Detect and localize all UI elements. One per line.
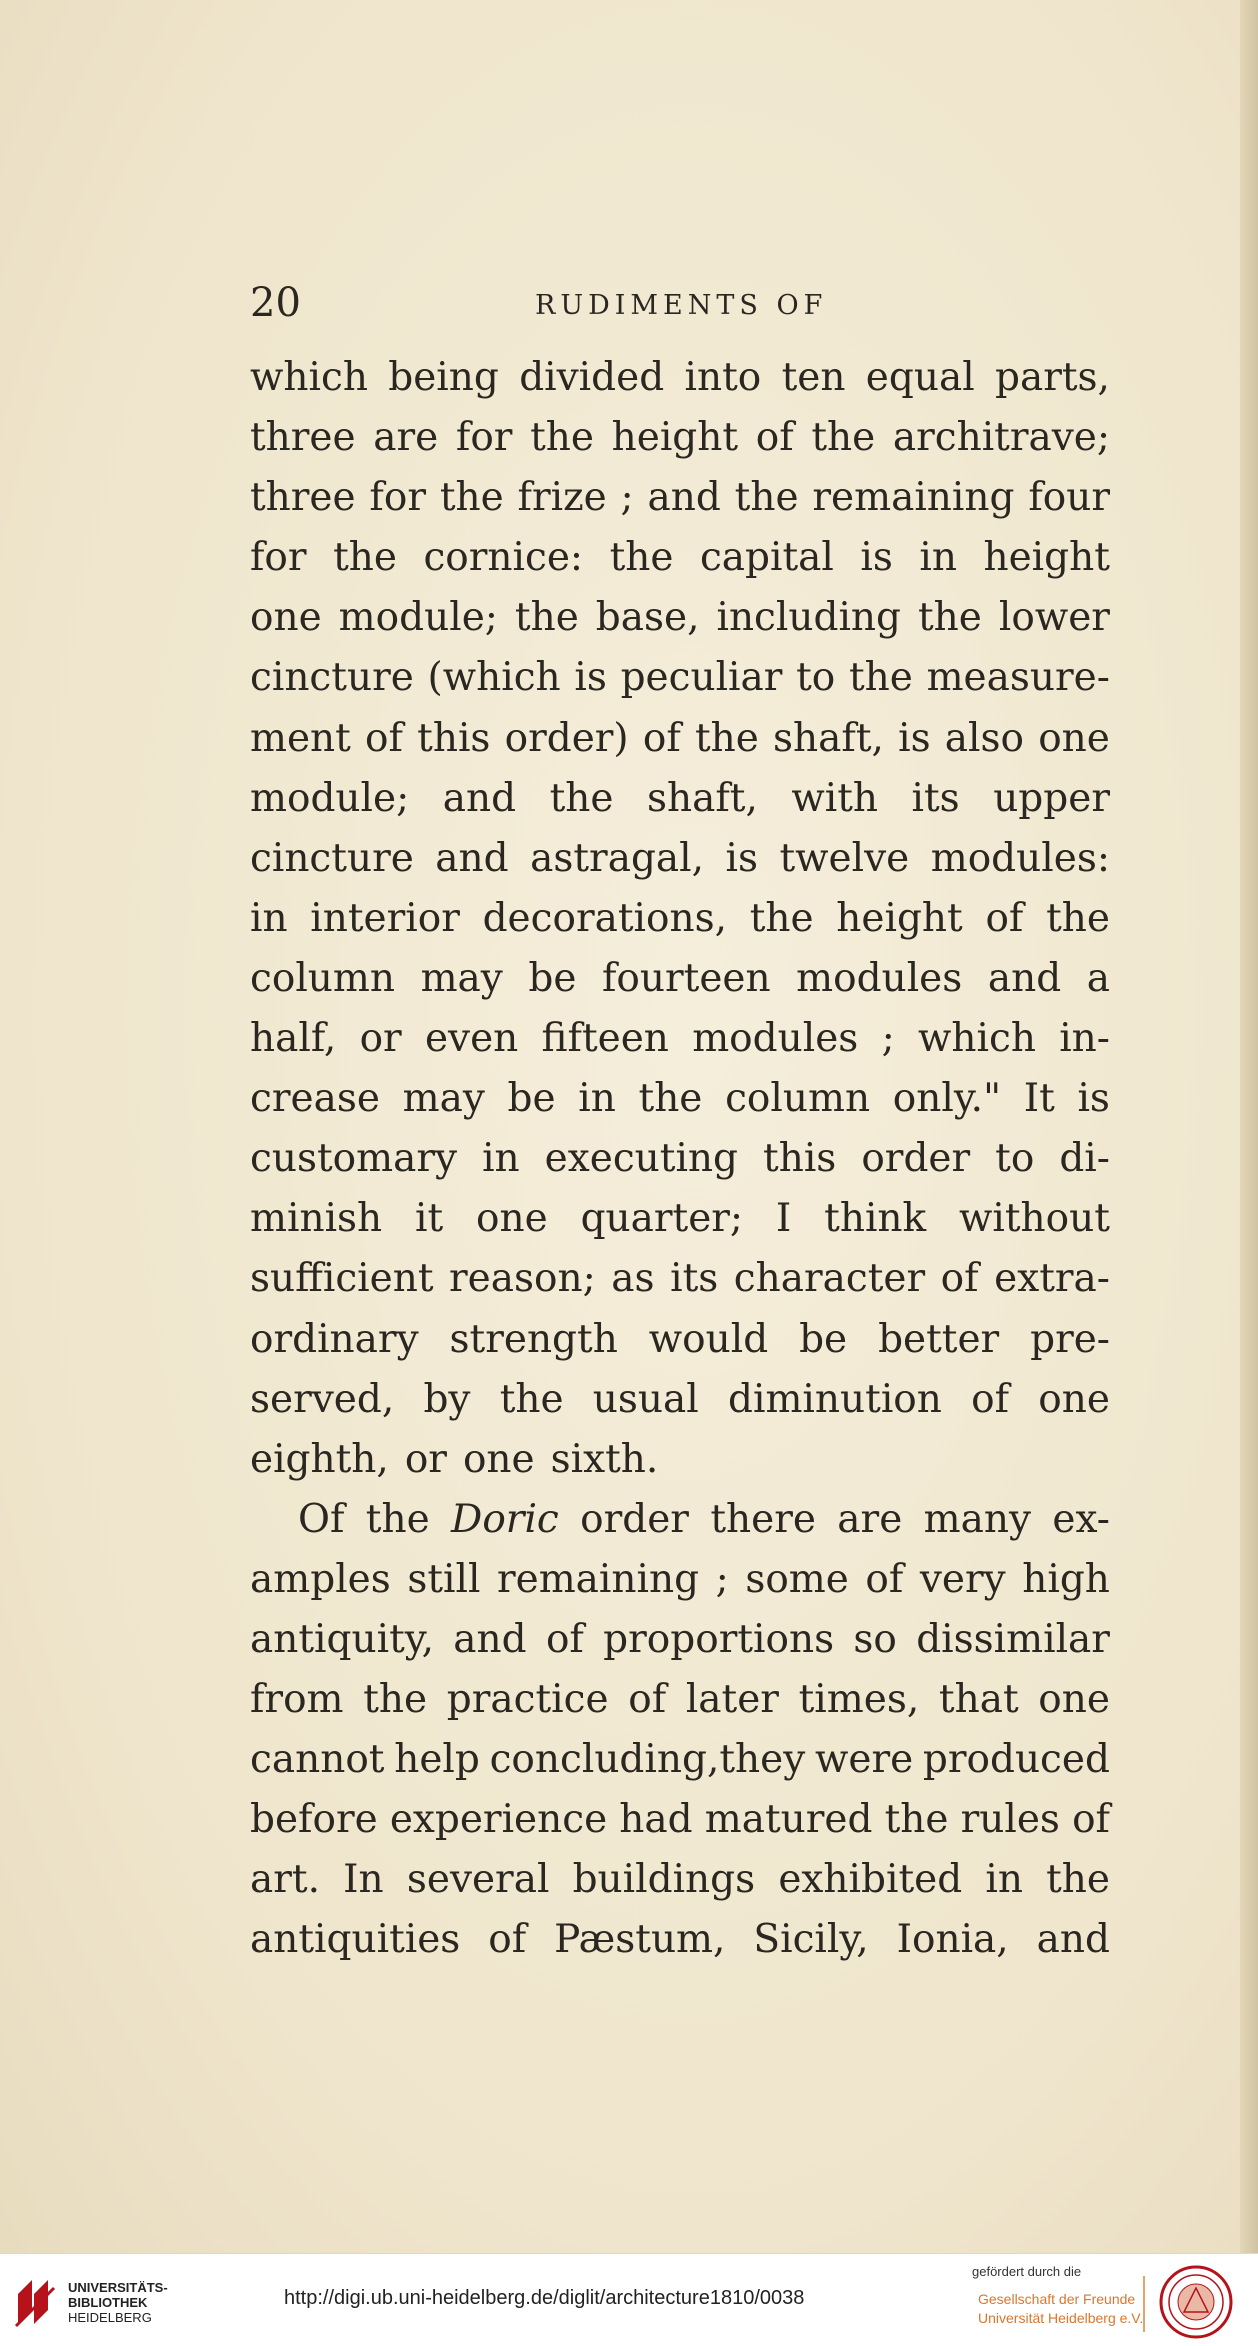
word: ; <box>715 1556 729 1602</box>
word: later <box>685 1677 779 1723</box>
word: extra- <box>994 1256 1110 1302</box>
word: sufficient <box>250 1256 434 1302</box>
word: for <box>250 535 307 581</box>
word: crease <box>250 1076 380 1122</box>
text-line <box>250 588 1110 648</box>
word: usual <box>592 1376 699 1422</box>
library-name <box>68 2280 168 2325</box>
word: three <box>250 475 356 521</box>
word: executing <box>544 1136 739 1182</box>
word: in- <box>1059 1016 1110 1062</box>
word: which <box>250 355 368 400</box>
word: be <box>528 955 577 1001</box>
word: ; <box>881 1016 895 1062</box>
university-seal-icon <box>1158 2264 1234 2340</box>
word: Of <box>298 1496 345 1542</box>
word: half, <box>250 1016 337 1062</box>
word: order) <box>504 715 629 761</box>
word: before <box>250 1797 378 1843</box>
running-head <box>250 278 1110 338</box>
word: in <box>578 1076 616 1122</box>
word: fifteen <box>541 1016 669 1062</box>
word: of <box>628 1677 667 1723</box>
word: equal <box>865 355 975 400</box>
word: which <box>918 1016 1036 1062</box>
word: astragal, <box>530 835 705 881</box>
word: some <box>745 1556 849 1602</box>
word: the <box>514 595 579 641</box>
text-line <box>250 1550 1110 1610</box>
text-line <box>250 769 1110 829</box>
text-line <box>250 1730 1110 1790</box>
word: quarter; <box>580 1196 744 1242</box>
word: height <box>836 895 963 941</box>
word: matured <box>704 1797 873 1843</box>
word: of <box>1072 1797 1110 1843</box>
word: be <box>507 1076 556 1122</box>
word: still <box>407 1556 481 1602</box>
word: ordinary <box>250 1316 419 1362</box>
word: parts, <box>995 355 1110 400</box>
word: this <box>417 715 491 761</box>
word: di- <box>1059 1136 1110 1182</box>
word: of <box>940 1256 979 1302</box>
word: ex- <box>1052 1496 1110 1542</box>
word: the <box>918 595 982 641</box>
word: I <box>775 1196 792 1242</box>
word: be <box>799 1316 848 1362</box>
word: is <box>574 655 607 701</box>
text-line <box>250 408 1110 468</box>
word: of <box>971 1376 1010 1422</box>
word: Doric <box>451 1496 559 1542</box>
word: this <box>763 1136 837 1182</box>
word: upper <box>993 775 1110 821</box>
word: decorations, <box>482 895 728 941</box>
library-name-line2: BIBLIOTHEK <box>68 2295 148 2310</box>
running-title: RUDIMENTS OF <box>535 290 828 321</box>
word: as <box>611 1256 655 1302</box>
word: very <box>919 1556 1006 1602</box>
word: it <box>415 1196 444 1242</box>
word: better <box>878 1316 1000 1362</box>
word: one <box>462 1436 535 1482</box>
word: height <box>983 535 1110 581</box>
word: only." <box>892 1076 1002 1122</box>
word: practice <box>446 1677 609 1723</box>
word: ; <box>620 475 634 521</box>
word: of <box>985 895 1024 941</box>
word: think <box>824 1196 927 1242</box>
word: are <box>837 1496 903 1542</box>
word: ment <box>250 715 351 761</box>
word: even <box>424 1016 519 1062</box>
word: amples <box>250 1556 391 1602</box>
text-line <box>250 1850 1110 1910</box>
page-number: 20 <box>250 280 301 326</box>
word: cornice: <box>423 535 584 581</box>
word: one <box>250 595 322 641</box>
word: minish <box>250 1196 383 1242</box>
text-line <box>250 1069 1110 1129</box>
sponsor-label: gefördert durch die <box>972 2264 1082 2279</box>
sponsor-name <box>978 2290 1143 2328</box>
word: produced <box>922 1737 1110 1783</box>
word: a <box>1086 955 1110 1001</box>
word: character <box>733 1256 926 1302</box>
page-edge <box>1240 0 1258 2253</box>
word: the <box>365 1496 430 1542</box>
word: and <box>647 475 721 521</box>
word: or <box>404 1436 447 1482</box>
word: the <box>530 415 594 461</box>
text-line <box>250 1490 1110 1550</box>
word: had <box>619 1797 693 1843</box>
word: three <box>250 415 356 461</box>
word: the <box>333 535 397 581</box>
text-line <box>250 1310 1110 1370</box>
word: exhibited <box>778 1857 963 1903</box>
word: modules: <box>930 835 1110 881</box>
word: Pæstum, <box>554 1917 726 1963</box>
word: of <box>642 715 681 761</box>
word: column <box>725 1076 871 1122</box>
word: in <box>985 1857 1023 1903</box>
word: with <box>791 775 879 821</box>
word: were <box>814 1737 914 1783</box>
text-line <box>250 1610 1110 1670</box>
word: cannot <box>250 1737 385 1783</box>
word: and <box>1036 1917 1110 1963</box>
word: the <box>549 775 614 821</box>
word: cincture <box>250 835 414 881</box>
word: (which <box>427 655 561 701</box>
word: may <box>402 1076 485 1122</box>
word: is <box>898 715 931 761</box>
word: the <box>439 475 504 521</box>
word: reason; <box>449 1256 596 1302</box>
word: or <box>359 1016 402 1062</box>
word: remaining <box>496 1556 700 1602</box>
footer-bar <box>0 2253 1258 2346</box>
word: In <box>343 1857 384 1903</box>
word: ten <box>781 355 846 400</box>
body-text <box>250 348 1110 1971</box>
text-line <box>250 1009 1110 1069</box>
word: and <box>987 955 1062 1001</box>
word: cincture <box>250 655 414 701</box>
word: is <box>860 535 893 581</box>
word: in <box>482 1136 520 1182</box>
text-line <box>250 889 1110 949</box>
word: so <box>853 1616 897 1662</box>
word: Sicily, <box>753 1917 869 1963</box>
word: column <box>250 955 396 1001</box>
word: antiquity, <box>250 1616 434 1662</box>
word: architrave; <box>892 415 1110 461</box>
text-line <box>250 1370 1110 1430</box>
word: for <box>455 415 513 461</box>
word: are <box>373 415 439 461</box>
word: one <box>1038 1677 1110 1723</box>
word: of <box>755 415 794 461</box>
word: Ionia, <box>896 1917 1009 1963</box>
word: may <box>420 955 503 1001</box>
text-line <box>250 528 1110 588</box>
word: in <box>250 895 288 941</box>
text-line <box>250 1670 1110 1730</box>
word: of <box>865 1556 904 1602</box>
word: many <box>923 1496 1032 1542</box>
word: the <box>734 475 799 521</box>
text-line <box>250 1790 1110 1850</box>
word: its <box>911 775 960 821</box>
word: order <box>861 1136 971 1182</box>
word: modules <box>796 955 963 1001</box>
word: and <box>442 775 517 821</box>
text-line <box>250 1430 1110 1490</box>
word: in <box>919 535 957 581</box>
word: four <box>1028 475 1110 521</box>
word: to <box>796 655 836 701</box>
word: modules <box>692 1016 859 1062</box>
word: the <box>749 895 814 941</box>
sponsor-name-line2: Universität Heidelberg e.V. <box>978 2310 1144 2326</box>
word: would <box>648 1316 769 1362</box>
word: of <box>365 715 403 761</box>
text-line <box>250 1249 1110 1309</box>
word: interior <box>310 895 460 941</box>
library-logo-icon <box>14 2274 58 2328</box>
word: art. <box>250 1857 320 1903</box>
word: there <box>710 1496 816 1542</box>
word: proportions <box>603 1616 835 1662</box>
word: of <box>488 1917 527 1963</box>
word: fourteen <box>601 955 771 1001</box>
word: the <box>363 1677 428 1723</box>
word: the <box>694 715 759 761</box>
text-line <box>250 468 1110 528</box>
word: peculiar <box>620 655 783 701</box>
word: remaining <box>812 475 1015 521</box>
word: without <box>959 1196 1110 1242</box>
text-line <box>250 1910 1110 1970</box>
word: the <box>1046 1857 1110 1903</box>
word: pre- <box>1030 1316 1110 1362</box>
word: to <box>995 1136 1035 1182</box>
word: its <box>670 1256 719 1302</box>
word: rules <box>960 1797 1060 1843</box>
word: module; <box>250 775 410 821</box>
word: help <box>394 1737 480 1783</box>
word: one <box>476 1196 548 1242</box>
word: twelve <box>779 835 910 881</box>
word: order <box>580 1496 689 1542</box>
text-line <box>250 1129 1110 1189</box>
word: of <box>545 1616 584 1662</box>
word: one <box>1038 1376 1110 1422</box>
text-line <box>250 648 1110 708</box>
word: eighth, <box>250 1436 389 1482</box>
word: diminution <box>728 1376 942 1422</box>
word: the <box>884 1797 949 1843</box>
permalink-url[interactable]: http://digi.ub.uni-heidelberg.de/diglit/architecture1810/0038 <box>284 2287 805 2309</box>
word: height <box>611 415 739 461</box>
word: sixth. <box>550 1436 659 1482</box>
word: several <box>406 1857 550 1903</box>
word: experience <box>389 1797 608 1843</box>
word: It <box>1023 1076 1055 1122</box>
sponsor-name-line1: Gesellschaft der Freunde <box>978 2291 1136 2307</box>
word: by <box>423 1376 471 1422</box>
text-line <box>250 348 1110 408</box>
word: measure- <box>926 655 1110 701</box>
word: times, <box>798 1677 920 1723</box>
sponsor-divider <box>1143 2276 1145 2332</box>
word: served, <box>250 1376 395 1422</box>
text-line <box>250 949 1110 1009</box>
text-line <box>250 1189 1110 1249</box>
library-name-line3: HEIDELBERG <box>68 2310 152 2325</box>
word: the <box>499 1376 564 1422</box>
word: concluding,they <box>489 1737 806 1783</box>
word: strength <box>449 1316 618 1362</box>
word: the <box>1046 895 1110 941</box>
word: the <box>638 1076 703 1122</box>
word: antiquities <box>250 1917 461 1963</box>
word: dissimilar <box>916 1616 1110 1662</box>
word: is <box>725 835 759 881</box>
word: high <box>1022 1556 1110 1602</box>
word: lower <box>998 595 1110 641</box>
word: for <box>369 475 426 521</box>
word: one <box>1038 715 1110 761</box>
word: into <box>684 355 762 400</box>
word: module; <box>338 595 498 641</box>
word: the <box>609 535 674 581</box>
word: the <box>848 655 913 701</box>
word: and <box>453 1616 527 1662</box>
word: is <box>1077 1076 1110 1122</box>
text-line <box>250 829 1110 889</box>
word: including <box>716 595 902 641</box>
word: shaft, <box>646 775 758 821</box>
text-line <box>250 709 1110 769</box>
word: and <box>435 835 509 881</box>
word: base, <box>595 595 700 641</box>
library-name-line1: UNIVERSITÄTS- <box>68 2280 168 2295</box>
word: from <box>250 1677 344 1723</box>
word: divided <box>519 355 665 400</box>
word: being <box>388 355 499 400</box>
word: that <box>938 1677 1019 1723</box>
word: customary <box>250 1136 458 1182</box>
word: shaft, <box>773 715 884 761</box>
word: buildings <box>572 1857 756 1903</box>
word: also <box>944 715 1024 761</box>
word: the <box>811 415 876 461</box>
word: capital <box>699 535 834 581</box>
word: frize <box>517 475 607 521</box>
